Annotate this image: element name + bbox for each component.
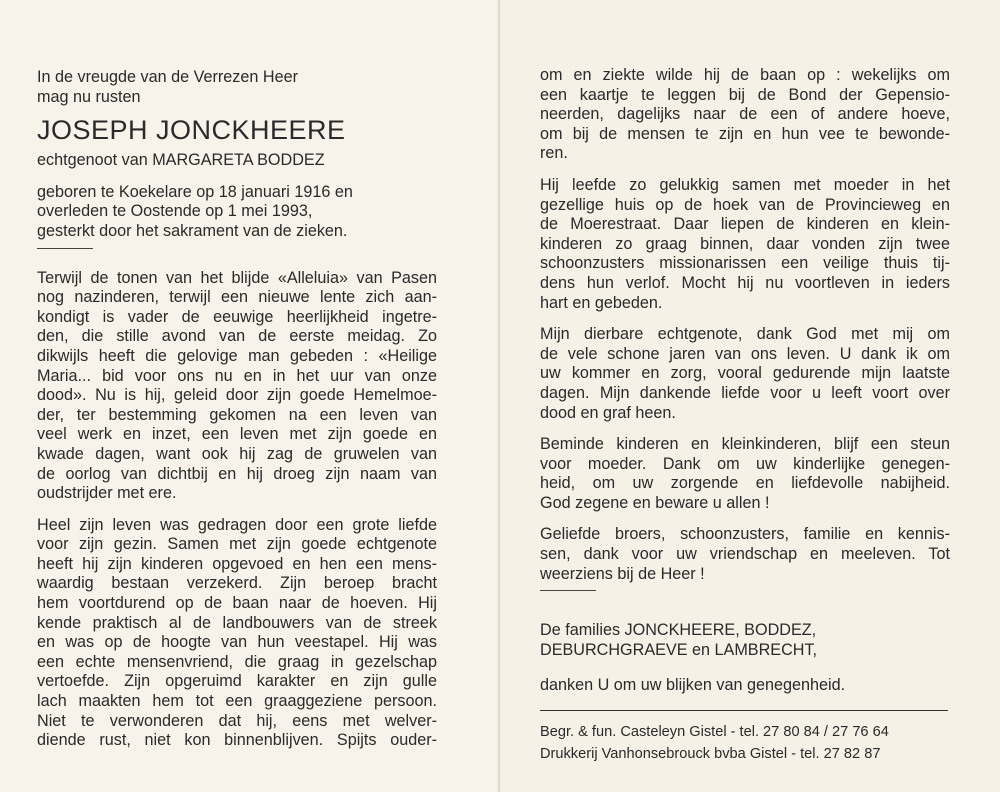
text-line: kondigt is vader de eeuwige heerlijkheid ingetre- bbox=[37, 307, 437, 326]
paragraph bbox=[37, 516, 437, 751]
text-line: Hij leefde zo gelukkig samen met moeder in het bbox=[540, 175, 950, 194]
text-line: en was op de hoogte van hun veestapel. Hij was bbox=[37, 633, 437, 652]
text-line: Niet te verwonderen dat hij, eens met welver- bbox=[37, 711, 437, 730]
text-line: dood». Nu is hij, geleid door zijn goede Hemelmoe- bbox=[37, 386, 437, 405]
paragraph bbox=[37, 269, 437, 504]
text-line: hart en gebeden. bbox=[540, 293, 663, 312]
text-line: heid, om uw zorgende en liefdevolle nabijheid. bbox=[540, 474, 950, 493]
intro-line: In de vreugde van de Verrezen Heer bbox=[37, 68, 298, 86]
printer-line: Drukkerij Vanhonsebrouck bvba Gistel - tel. 27 82 87 bbox=[540, 746, 881, 763]
text-line: nog nazinderen, terwijl een nieuwe lente zich aan- bbox=[37, 288, 437, 307]
text-line: lach maakten hem tot een graaggeziene persoon. bbox=[37, 692, 437, 711]
deceased-name: JOSEPH JONCKHEERE bbox=[37, 115, 346, 146]
divider bbox=[540, 590, 596, 591]
text-line: Beminde kinderen en kleinkinderen, blijf een steun bbox=[540, 435, 950, 454]
text-line: de oorlog van dichtbij en hij droeg zijn naam van bbox=[37, 464, 437, 483]
text-line: veel werk en inzet, een leven met zijn goede en bbox=[37, 425, 437, 444]
text-line: dood en graf heen. bbox=[540, 403, 676, 422]
text-line: weerziens bij de Heer ! bbox=[540, 564, 705, 583]
paragraph bbox=[540, 66, 950, 164]
text-line: de Moerestraat. Daar liepen de kinderen en klein- bbox=[540, 215, 950, 234]
spouse-line: echtgenoot van MARGARETA BODDEZ bbox=[37, 151, 325, 170]
text-line: den, die stille avond van de eerste meidag. Zo bbox=[37, 327, 437, 346]
text-line: uw kommer en zorg, vooral gedurende mijn laatste bbox=[540, 364, 950, 383]
text-line: de vele schone jaren van ons leven. U dank ik om bbox=[540, 344, 950, 363]
right-column bbox=[540, 66, 950, 765]
text-line: sen, dank voor uw vriendschap en meeleven. Tot bbox=[540, 545, 950, 564]
text-line: kinderen zo graag binnen, daar vonden zijn twee bbox=[540, 234, 950, 253]
text-line: Maria... bid voor ons nu en in het uur van onze bbox=[37, 366, 437, 385]
text-line: kwade dagen, want ook hij zag de gruwelen van bbox=[37, 444, 437, 463]
dates-line: geboren te Koekelare op 18 januari 1916 en bbox=[37, 182, 353, 201]
text-line: dagen. Mijn dankende liefde voor u leeft voort over bbox=[540, 383, 950, 402]
text-line: voor moeder. Dank om uw kinderlijke genegen- bbox=[540, 454, 950, 473]
families-line: De families JONCKHEERE, BODDEZ, bbox=[540, 621, 817, 640]
text-line: ren. bbox=[540, 144, 568, 163]
text-line: diende rust, niet kon binnenblijven. Spijts ouder- bbox=[37, 731, 437, 750]
text-line: heeft hij zijn kinderen opgevoed en hen een mens- bbox=[37, 554, 437, 573]
families-line: DEBURCHGRAEVE en LAMBRECHT, bbox=[540, 640, 818, 659]
text-line: dikwijls heeft die gelovige man gebeden : «Heilige bbox=[37, 346, 437, 365]
text-line: om bij de mensen te zijn en hun vee te bewonde- bbox=[540, 124, 950, 143]
text-line: Mijn dierbare echtgenote, dank God met mij om bbox=[540, 325, 950, 344]
text-line: Terwijl de tonen van het blijde «Alleluia» van Pasen bbox=[37, 268, 437, 287]
footer bbox=[540, 721, 950, 765]
dates-line: gesterkt door het sakrament van de zieken. bbox=[37, 221, 348, 240]
text-line: waardig bestaan verzekerd. Zijn beroep bracht bbox=[37, 574, 437, 593]
text-line: kende praktisch al de landbouwers van de streek bbox=[37, 613, 437, 632]
text-line: hem voortdurend op de baan naar de hoeven. Hij bbox=[37, 594, 437, 613]
paragraph bbox=[540, 325, 950, 423]
text-line: dens hun verlof. Mocht hij nu voortleven in ieders bbox=[540, 273, 950, 292]
text-line: om en ziekte wilde hij de baan op : wekelijks om bbox=[540, 66, 950, 84]
text-line: God zegene en beware u allen ! bbox=[540, 493, 770, 512]
text-line: gezellige huis op de hoek van de Provincieweg en bbox=[540, 195, 950, 214]
text-line: schoonzusters missionarissen een veilige thuis tij- bbox=[540, 254, 950, 273]
text-line: een kaartje te leggen bij de Bond der Gepensio- bbox=[540, 85, 950, 104]
text-line: oudstrijder met ere. bbox=[37, 484, 177, 503]
left-column bbox=[37, 68, 437, 763]
text-line: der, ter bestemming gekomen na een leven van bbox=[37, 405, 437, 424]
dates-line: overleden te Oostende op 1 mei 1993, bbox=[37, 202, 313, 221]
text-line: Heel zijn leven was gedragen door een grote liefde bbox=[37, 515, 437, 534]
paragraph bbox=[540, 525, 950, 584]
paragraph bbox=[540, 176, 950, 313]
thanks-line: danken U om uw blijken van genegenheid. bbox=[540, 676, 846, 695]
funeral-home-line: Begr. & fun. Casteleyn Gistel - tel. 27 80 84 / 27 76 64 bbox=[540, 724, 889, 741]
footer-divider bbox=[540, 710, 948, 711]
text-line: voor zijn gezin. Samen met zijn goede echtgenote bbox=[37, 535, 437, 554]
text-line: neerden, dagelijks naar de een of andere hoeve, bbox=[540, 105, 950, 124]
intro-line: mag nu rusten bbox=[37, 87, 141, 106]
text-line: Geliefde broers, schoonzusters, familie en kennis- bbox=[540, 525, 950, 544]
text-line: vertoefde. Zijn opgeruimd karakter en zijn gulle bbox=[37, 672, 437, 691]
divider bbox=[37, 248, 93, 249]
paragraph bbox=[540, 435, 950, 513]
text-line: een echte mensenvriend, die graag in gezelschap bbox=[37, 652, 437, 671]
right-page bbox=[500, 0, 1000, 792]
